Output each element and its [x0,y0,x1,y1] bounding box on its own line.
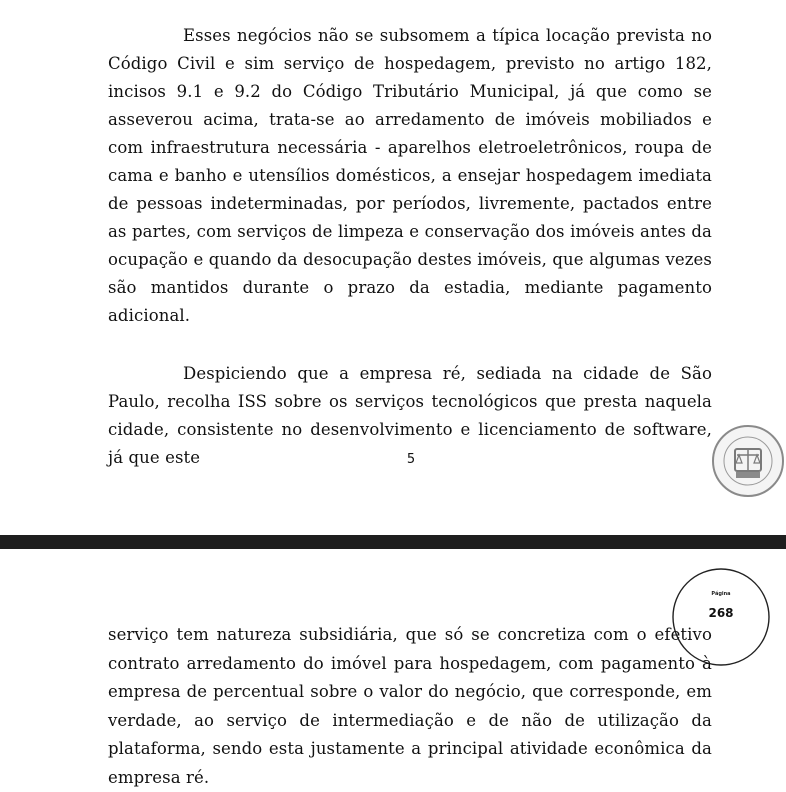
page-number: 5 [406,452,416,467]
seal-page-label: Página [711,591,731,597]
page-divider [0,535,786,549]
paragraph-1-text: Esses negócios não se subsomem a típica locação prevista no Código Civil e sim serviço de hospedagem, previsto no artigo 182, incisos 9.1 e 9.2 do Código Tributário Municipal, já que como se asseverou acima, trata-se ao arredamento de imóveis mobiliados e com infraestrutura necessária - aparelhos eletroeletrônicos, roupa de cama e banho e utensílios domésticos, a ensejar hospedagem imediata de pessoas indeterminadas, por períodos, livremente, pactados entre as partes, com serviços de limpeza e conservação dos imóveis antes da ocupação e quando da desocupação destes imóveis, que algumas vezes são mantidos durante o prazo da estadia, mediante pagamento adicional. [108,26,712,325]
seal-page-number: 268 [708,606,734,620]
paragraph-1 [108,22,712,330]
paragraph-2-text: Despiciendo que a empresa ré, sediada na cidade de São Paulo, recolha ISS sobre os serviços tecnológicos que presta naquela cidade, consistente no desenvolvimento e licenciamento de software, já que este [108,364,712,467]
digital-signature-seal [711,421,785,501]
paragraph-3 [108,621,712,792]
paragraph-3-text: serviço tem natureza subsidiária, que só se concretiza com o efetivo contrato arredamento do imóvel para hospedagem, com pagamento à empresa de percentual sobre o valor do negócio, que corresponde, em verdade, ao serviço de intermediação e de não de utilização da plataforma, sendo esta justamente a principal atividade econômica da empresa ré. [108,625,712,787]
